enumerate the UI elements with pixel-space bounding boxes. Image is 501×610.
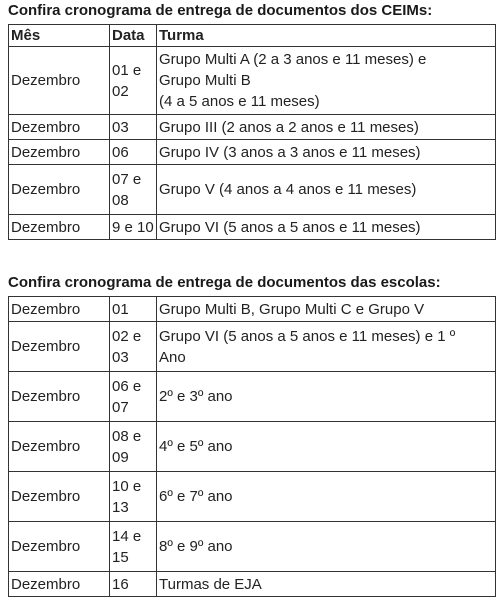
cell-turma: Grupo V (4 anos a 4 anos e 11 meses)	[157, 165, 496, 215]
table-row	[9, 47, 496, 115]
escolas-schedule-title: Confira cronograma de entrega de documentos das escolas:	[8, 274, 441, 291]
escolas-schedule-table	[8, 296, 496, 597]
cell-mes: Dezembro	[9, 322, 110, 372]
cell-data: 06	[110, 140, 157, 165]
cell-data: 06 e 07	[110, 372, 157, 422]
cell-mes: Dezembro	[9, 422, 110, 472]
cell-data: 01	[110, 297, 157, 322]
ceims-schedule-table	[8, 24, 496, 240]
cell-data: 9 e 10	[110, 215, 157, 240]
cell-mes: Dezembro	[9, 165, 110, 215]
cell-data: 01 e 02	[110, 47, 157, 115]
header-mes: Mês	[9, 25, 110, 47]
cell-mes: Dezembro	[9, 522, 110, 572]
cell-turma: Grupo III (2 anos a 2 anos e 11 meses)	[157, 115, 496, 140]
cell-turma: Grupo VI (5 anos a 5 anos e 11 meses)	[157, 215, 496, 240]
table-row	[9, 522, 496, 572]
cell-turma: Grupo VI (5 anos a 5 anos e 11 meses) e 1 º Ano	[157, 322, 496, 372]
cell-mes: Dezembro	[9, 372, 110, 422]
table-row	[9, 472, 496, 522]
table-header-row	[9, 25, 496, 47]
cell-data: 02 e 03	[110, 322, 157, 372]
table-row	[9, 297, 496, 322]
cell-turma: Turmas de EJA	[157, 572, 496, 597]
cell-mes: Dezembro	[9, 47, 110, 115]
table-row	[9, 322, 496, 372]
cell-data: 14 e 15	[110, 522, 157, 572]
cell-turma: Grupo IV (3 anos a 3 anos e 11 meses)	[157, 140, 496, 165]
cell-turma: 6º e 7º ano	[157, 472, 496, 522]
table-row	[9, 372, 496, 422]
cell-turma: Grupo Multi A (2 a 3 anos e 11 meses) e Grupo Multi B (4 a 5 anos e 11 meses)	[157, 47, 496, 115]
cell-mes: Dezembro	[9, 115, 110, 140]
table-row	[9, 115, 496, 140]
cell-mes: Dezembro	[9, 140, 110, 165]
table-row	[9, 422, 496, 472]
cell-data: 16	[110, 572, 157, 597]
ceims-schedule-title: Confira cronograma de entrega de documentos dos CEIMs:	[8, 2, 433, 19]
cell-data: 08 e 09	[110, 422, 157, 472]
table-row	[9, 572, 496, 597]
cell-data: 10 e 13	[110, 472, 157, 522]
cell-mes: Dezembro	[9, 297, 110, 322]
cell-turma: 2º e 3º ano	[157, 372, 496, 422]
cell-turma: 4º e 5º ano	[157, 422, 496, 472]
cell-data: 03	[110, 115, 157, 140]
table-row	[9, 165, 496, 215]
cell-turma: Grupo Multi B, Grupo Multi C e Grupo V	[157, 297, 496, 322]
table-row	[9, 215, 496, 240]
cell-data: 07 e 08	[110, 165, 157, 215]
cell-turma: 8º e 9º ano	[157, 522, 496, 572]
cell-mes: Dezembro	[9, 472, 110, 522]
cell-mes: Dezembro	[9, 215, 110, 240]
header-turma: Turma	[157, 25, 496, 47]
cell-mes: Dezembro	[9, 572, 110, 597]
table-row	[9, 140, 496, 165]
header-data: Data	[110, 25, 157, 47]
